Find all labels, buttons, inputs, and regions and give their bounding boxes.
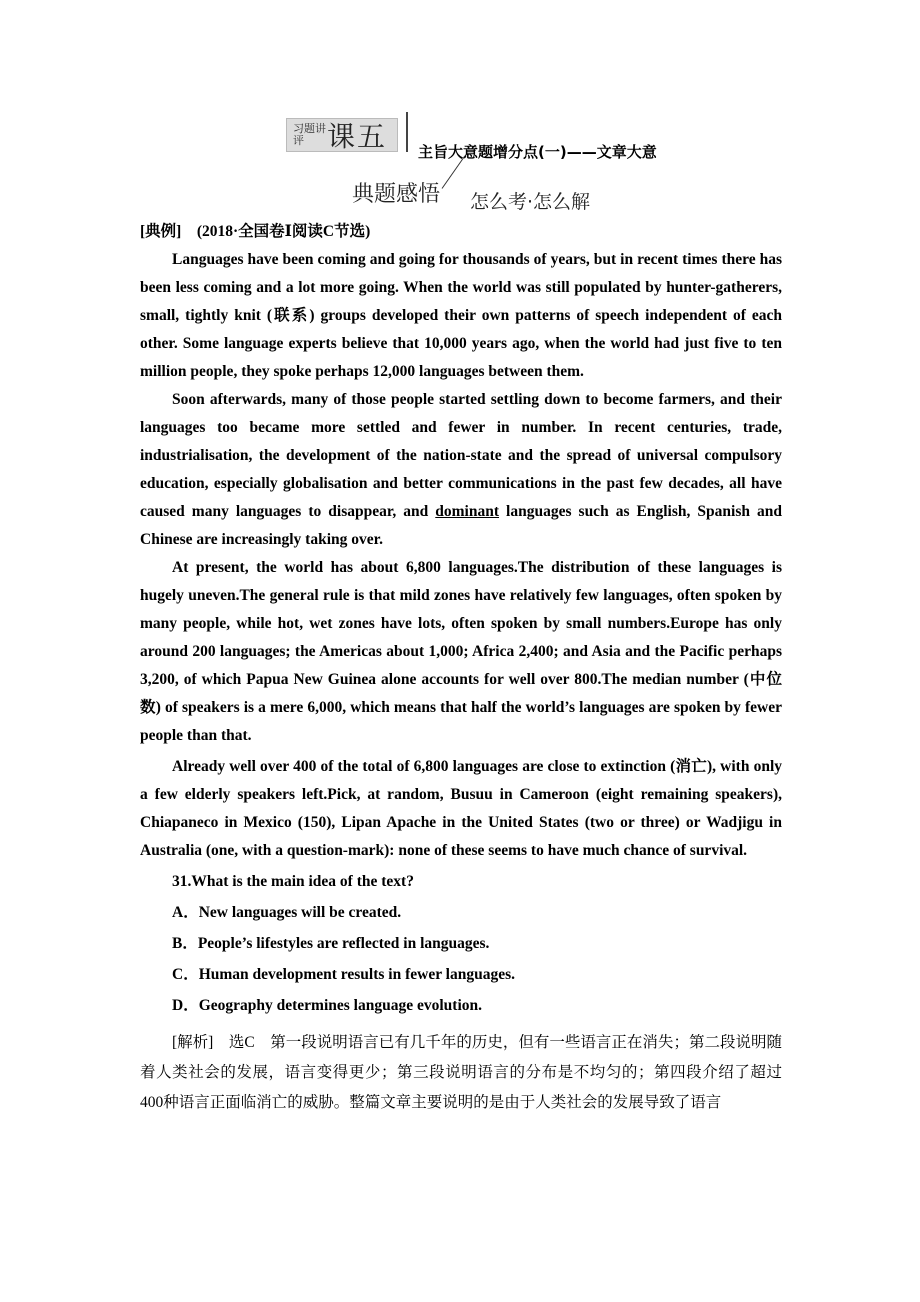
paragraph-3: At present, the world has about 6,800 languages.The distribution of these languages is hugely uneven.The general rule is that mild zones have relatively few languages, often spoken by many people, while hot, wet zones have lots, often spoken by small numbers.Europe has only around 200 languages; the Americas about 1,000; Africa 2,400; and Asia and the Pacific perhaps 3,200, of which Papua New Guinea alone accounts for well over 800.The median number (中位数) of speakers is a mere 6,000, which means that half the world’s languages are spoken by fewer people than that.	[140, 559, 782, 744]
question: 31.What is the main idea of the text?	[172, 873, 414, 890]
document-body	[140, 218, 782, 1118]
analysis: [解析] 选C 第一段说明语言已有几千年的历史，但有一些语言正在消失；第二段说明随着人类社会的发展，语言变得更少；第三段说明语言的分布是不均匀的；第四段介绍了超过400种语言正面临消亡的威胁。整篇文章主要说明的是由于人类社会的发展导致了语言	[140, 1034, 782, 1111]
underlined-word: dominant	[435, 503, 500, 520]
lesson-subtitle: 主旨大意题增分点(一)——文章大意	[418, 143, 657, 161]
lesson-header	[286, 112, 657, 161]
example-tag: [典例] (2018·全国卷Ⅰ阅读C节选)	[140, 223, 371, 240]
section-subtitle: 怎么考·怎么解	[470, 191, 591, 213]
option-d: D．Geography determines language evolution.	[172, 997, 482, 1014]
paragraph-1: Languages have been coming and going for thousands of years, but in recent times there has been less coming and a lot more going. When the world was still populated by hunter-gatherers, small, tightly knit (联系) groups developed their own patterns of speech independent of each other. Some language experts believe that 10,000 years ago, when the world had just five to ten million people, they spoke perhaps 12,000 languages between them.	[140, 251, 782, 380]
section-title: 典题感悟	[352, 182, 441, 207]
lesson-badge	[286, 118, 398, 152]
option-c: C．Human development results in fewer languages.	[172, 966, 516, 983]
p2-text-a: Soon afterwards, many of those people started settling down to become farmers, and their languages too became more settled and fewer in number. In recent centuries, trade, industrialisation, the development of the nation-state and the spread of universal compulsory education, especially globalisation and better communications in the past few decades, all have caused many languages to disappear, and	[140, 391, 782, 520]
paragraph-4: Already well over 400 of the total of 6,800 languages are close to extinction (消亡), with only a few elderly speakers left.Pick, at random, Busuu in Cameroon (eight remaining speakers), Chiapaneco in Mexico (150), Lipan Apache in the United States (two or three) or Wadjigu in Australia (one, with a question-mark): none of these seems to have much chance of survival.	[140, 758, 782, 859]
option-b: B．People’s lifestyles are reflected in languages.	[172, 935, 490, 952]
badge-small-text: 习题讲评	[293, 122, 326, 147]
badge-big-text: 课五	[327, 120, 388, 153]
p2-text-b: languages such as English, Spanish and Chinese are increasingly taking over.	[140, 503, 782, 548]
section-heading	[352, 170, 591, 213]
paragraph-2	[140, 386, 782, 554]
slash-divider	[440, 170, 470, 208]
option-a: A．New languages will be created.	[172, 904, 402, 921]
divider	[406, 112, 408, 152]
